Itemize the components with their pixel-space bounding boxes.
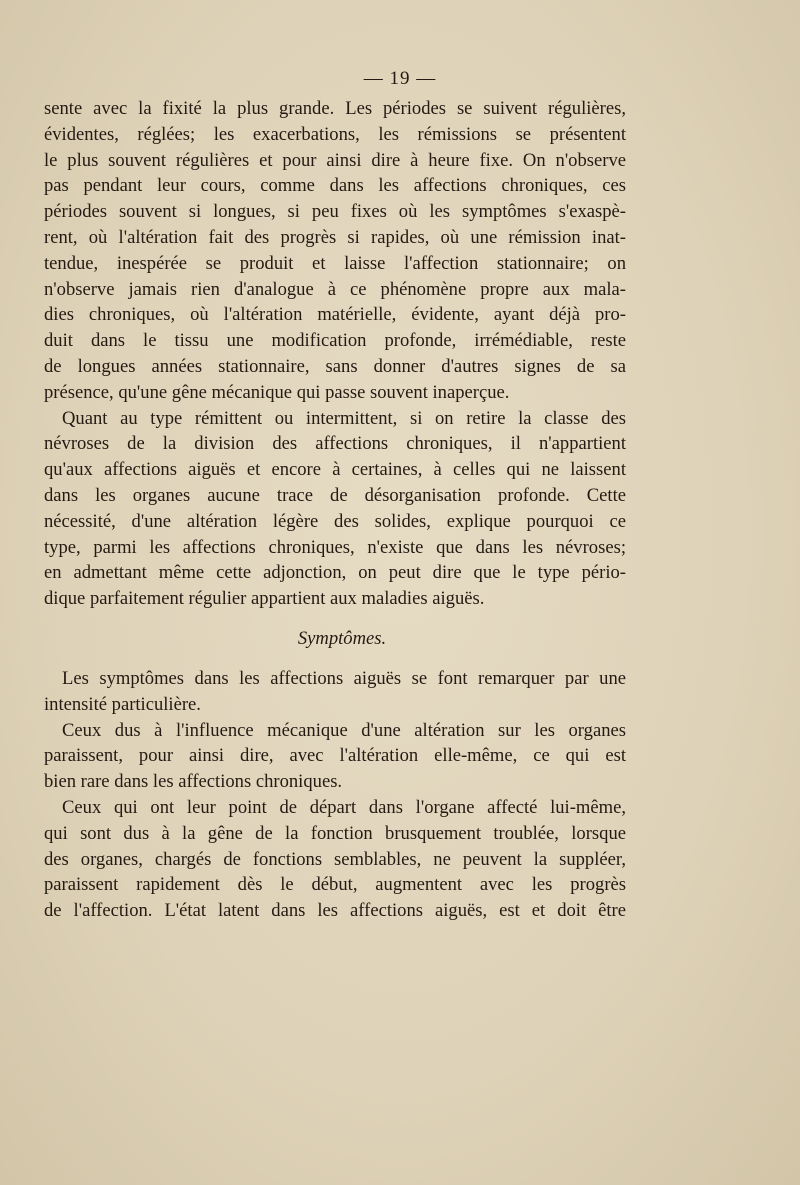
text-line: intensité particulière. <box>44 693 201 715</box>
text-line: Ceux dus à l'influence mécanique d'une altération sur les organes <box>62 719 626 741</box>
text-line: Quant au type rémittent ou intermittent, si on retire la classe des <box>62 407 626 429</box>
text-line: type, parmi les affections chroniques, n'existe que dans les névroses; <box>44 536 626 558</box>
body-text <box>44 96 626 924</box>
paragraph-periods <box>44 96 626 406</box>
paragraph-mechanical <box>44 718 626 795</box>
text-line: Ceux qui ont leur point de départ dans l'organe affecté lui-même, <box>62 796 626 818</box>
text-line: n'observe jamais rien d'analogue à ce phénomène propre aux mala- <box>44 278 626 300</box>
text-line: duit dans le tissu une modification profonde, irrémédiable, reste <box>44 330 626 352</box>
page-number: — 19 — <box>363 68 437 89</box>
text-line: pas pendant leur cours, comme dans les affections chroniques, ces <box>44 175 626 197</box>
paragraph-type <box>44 406 626 612</box>
text-line: Les symptômes dans les affections aiguës se font remarquer par une <box>62 667 626 689</box>
text-line: présence, qu'une gêne mécanique qui passe souvent inaperçue. <box>44 381 510 403</box>
paragraph-origin <box>44 795 626 924</box>
text-line: tendue, inespérée se produit et laisse l'affection stationnaire; on <box>44 252 626 274</box>
text-line: qu'aux affections aiguës et encore à certaines, à celles qui ne laissent <box>44 459 626 481</box>
text-line: en admettant même cette adjonction, on peut dire que le type pério- <box>44 562 626 584</box>
text-line: rent, où l'altération fait des progrès si rapides, où une rémission inat- <box>44 226 626 248</box>
paragraph-intensity <box>44 666 626 718</box>
text-line: de l'affection. L'état latent dans les affections aiguës, est et doit être <box>44 900 626 922</box>
text-line: dique parfaitement régulier appartient aux maladies aiguës. <box>44 588 485 610</box>
text-line: périodes souvent si longues, si peu fixes où les symptômes s'exaspè- <box>44 201 626 223</box>
text-line: sente avec la fixité la plus grande. Les périodes se suivent régulières, <box>44 98 626 119</box>
text-line: bien rare dans les affections chroniques. <box>44 771 343 793</box>
text-line: de longues années stationnaire, sans donner d'autres signes de sa <box>44 355 626 377</box>
text-line: des organes, chargés de fonctions semblables, ne peuvent la suppléer, <box>44 848 626 870</box>
text-line: névroses de la division des affections chroniques, il n'appartient <box>44 433 626 455</box>
text-line: dans les organes aucune trace de désorganisation profonde. Cette <box>44 484 626 506</box>
section-title: Symptômes. <box>297 627 387 649</box>
text-line: qui sont dus à la gêne de la fonction brusquement troublée, lorsque <box>44 822 626 844</box>
text-line: dies chroniques, où l'altération matérielle, évidente, ayant déjà pro- <box>44 304 626 326</box>
text-line: le plus souvent régulières et pour ainsi dire à heure fixe. On n'observe <box>44 149 626 171</box>
text-line: évidentes, réglées; les exacerbations, les rémissions se présentent <box>44 123 626 145</box>
text-line: nécessité, d'une altération légère des solides, explique pourquoi ce <box>44 510 626 532</box>
text-line: paraissent rapidement dès le début, augmentent avec les progrès <box>44 874 626 896</box>
text-line: paraissent, pour ainsi dire, avec l'altération elle-même, ce qui est <box>44 745 626 767</box>
